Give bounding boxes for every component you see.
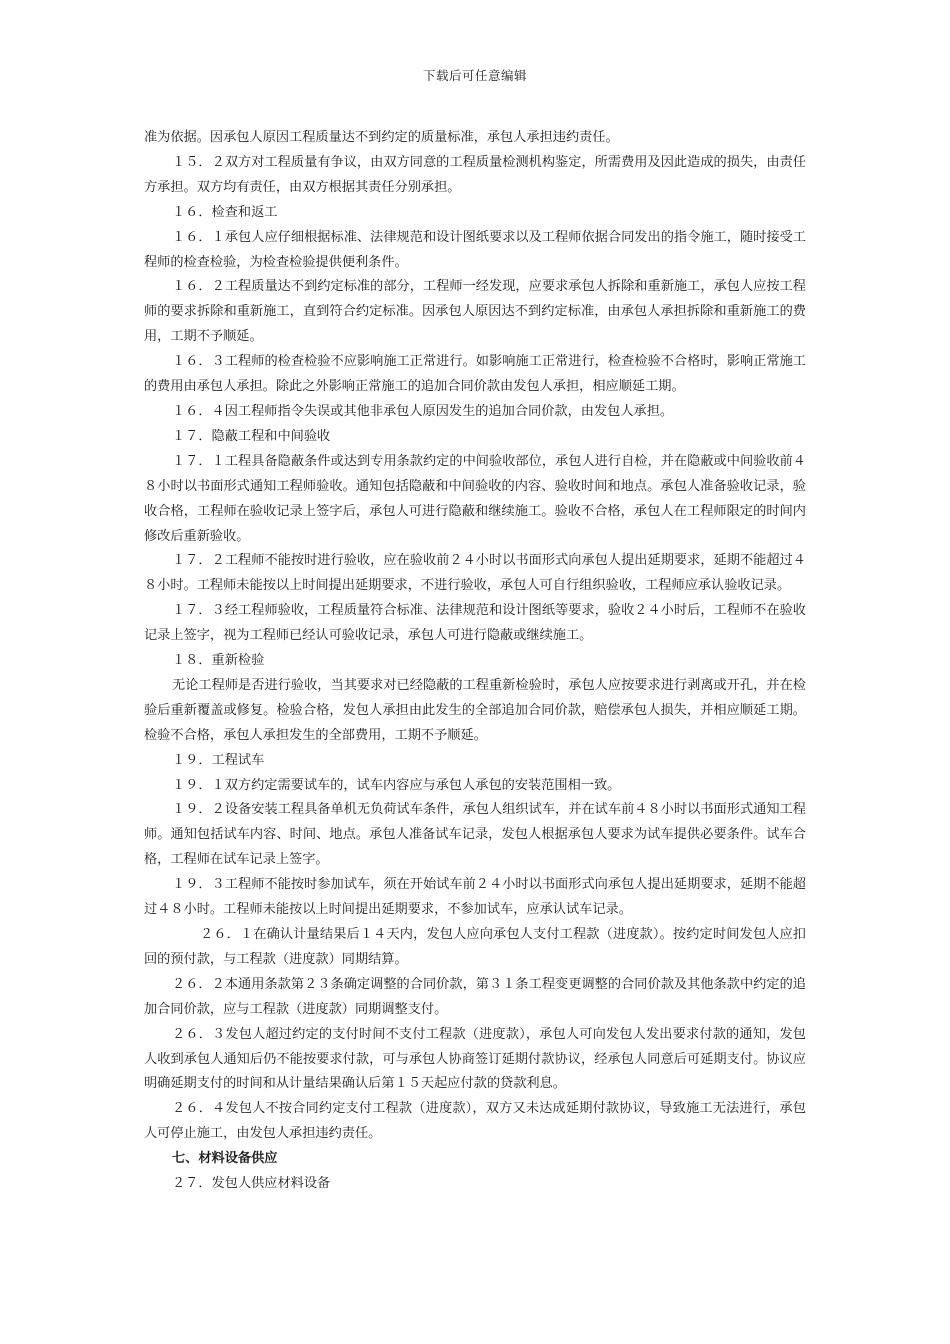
section-heading: １６．检查和返工 [172,204,278,220]
section-heading: １９．工程试车 [172,752,265,768]
paragraph: １７．３经工程师验收，工程质量符合标准、法律规范和设计图纸等要求，验收２４小时后，工程师不在验收记录上签字，视为工程师已经认可验收记录，承包人可进行隐蔽或继续施工。 [144,603,806,644]
paragraph: ２６．２本通用条款第２３条确定调整的合同价款，第３１条工程变更调整的合同价款及其他条款中约定的追加合同价款，应与工程款（进度款）同期调整支付。 [144,976,806,1017]
section-heading: １８．重新检验 [172,653,265,669]
section-heading: １７．隐蔽工程和中间验收 [172,428,331,444]
paragraph: １９．１双方约定需要试车的，试车内容应与承包人承包的安装范围相一致。 [172,777,621,793]
paragraph: １６．４因工程师指令失误或其他非承包人原因发生的追加合同价款，由发包人承担。 [172,403,674,419]
paragraph: 准为依据。因承包人原因工程质量达不到约定的质量标准，承包人承担违约责任。 [144,130,619,145]
paragraph: １５．２双方对工程质量有争议，由双方同意的工程质量检测机构鉴定，所需费用及因此造成的损失，由责任方承担。双方均有责任，由双方根据其责任分别承担。 [144,154,806,195]
paragraph: １７．２工程师不能按时进行验收，应在验收前２４小时以书面形式向承包人提出延期要求，延期不能超过４８小时。工程师未能按以上时间提出延期要求，不进行验收，承包人可自行组织验收，工程师应承认验收记录。 [144,553,806,594]
section-heading: ２７．发包人供应材料设备 [172,1176,331,1192]
paragraph: １９．２设备安装工程具备单机无负荷试车条件，承包人组织试车，并在试车前４８小时以书面形式通知工程师。通知包括试车内容、时间、地点。承包人准备试车记录，发包人根据承包人要求为试车提供必要条件。试车合格，工程师在试车记录上签字。 [144,802,806,868]
paragraph: １６．２工程质量达不到约定标准的部分，工程师一经发现，应要求承包人拆除和重新施工，承包人应按工程师的要求拆除和重新施工，直到符合约定标准。因承包人原因达不到约定标准，由承包人承担拆除和重新施工的费用，工期不予顺延。 [144,279,806,345]
paragraph: ２６．４发包人不按合同约定支付工程款（进度款），双方又未达成延期付款协议，导致施工无法进行，承包人可停止施工，由发包人承担违约责任。 [144,1101,806,1142]
paragraph: １９．３工程师不能按时参加试车，须在开始试车前２４小时以书面形式向承包人提出延期要求，延期不能超过４８小时。工程师未能按以上时间提出延期要求，不参加试车，应承认试车记录。 [144,877,806,918]
document-body [144,126,806,1197]
chapter-heading: 七、材料设备供应 [172,1151,278,1167]
paragraph: ２６．３发包人超过约定的支付时间不支付工程款（进度款），承包人可向发包人发出要求付款的通知，发包人收到承包人通知后仍不能按要求付款，可与承包人协商签订延期付款协议，经承包人同意后可延期支付。协议应明确延期支付的时间和从计量结果确认后第１５天起应付款的贷款利息。 [144,1026,806,1092]
page-header: 下载后可任意编辑 [422,68,527,83]
paragraph: ２６．１在确认计量结果后１４天内，发包人应向承包人支付工程款（进度款）。按约定时间发包人应扣回的预付款，与工程款（进度款）同期结算。 [144,927,806,967]
paragraph: １６．３工程师的检查检验不应影响施工正常进行。如影响施工正常进行，检查检验不合格时，影响正常施工的费用由承包人承担。除此之外影响正常施工的追加合同价款由发包人承担，相应顺延工期。 [144,354,806,395]
paragraph: 无论工程师是否进行验收，当其要求对已经隐蔽的工程重新检验时，承包人应按要求进行剥离或开孔，并在检验后重新覆盖或修复。检验合格，发包人承担由此发生的全部追加合同价款，赔偿承包人损失，并相应顺延工期。检验不合格，承包人承担发生的全部费用，工期不予顺延。 [144,677,806,743]
paragraph: １７．１工程具备隐蔽条件或达到专用条款约定的中间验收部位，承包人进行自检，并在隐蔽或中间验收前４８小时以书面形式通知工程师验收。通知包括隐蔽和中间验收的内容、验收时间和地点。承包人准备验收记录，验收合格，工程师在验收记录上签字后，承包人可进行隐蔽和继续施工。验收不合格，承包人在工程师限定的时间内修改后重新验收。 [144,453,806,544]
paragraph: １６．１承包人应仔细根据标准、法律规范和设计图纸要求以及工程师依据合同发出的指令施工，随时接受工程师的检查检验，为检查检验提供便利条件。 [144,229,806,270]
